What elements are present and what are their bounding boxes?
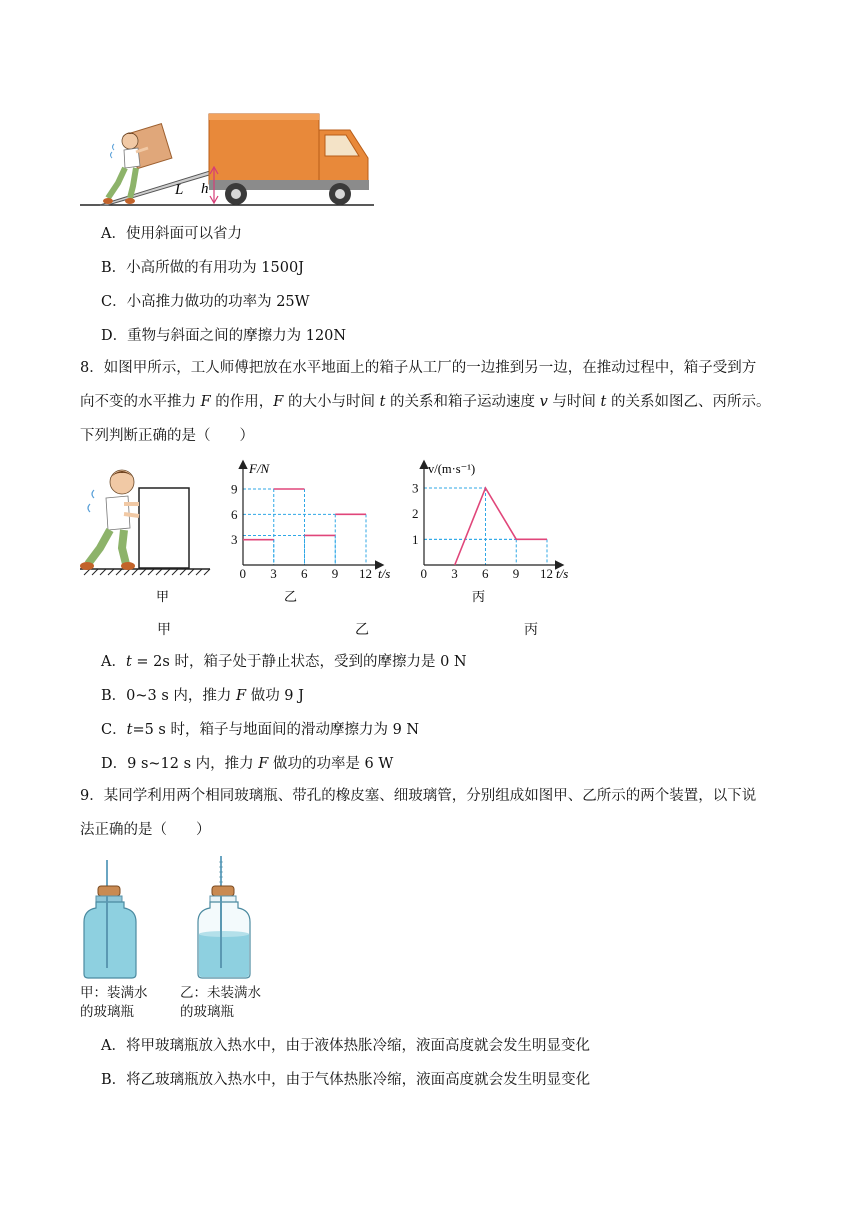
x-tick-label: 0 (239, 566, 246, 581)
y-tick-label: 2 (412, 506, 419, 522)
x-tick-label: 12 (359, 566, 372, 581)
q8-option-a: A．t = 2s 时，箱子处于静止状态，受到的摩擦力是 0 N (101, 654, 467, 670)
pic-caption-jia: 甲 (156, 590, 170, 605)
q7-option-c: C．小高推力做功的功率为 25W (101, 294, 310, 310)
svg-text:F/N (248, 461, 271, 476)
y-tick-label: 9 (231, 481, 238, 497)
x-tick-label: 0 (420, 566, 427, 581)
q7-option-d: D．重物与斜面之间的摩擦力为 120N (101, 328, 347, 344)
x-tick-label: 6 (482, 566, 489, 581)
bottle1-caption: 甲：装满水的玻璃瓶 (80, 985, 148, 1020)
q8-stem-line1: 8．如图甲所示，工人师傅把放在水平地面上的箱子从工厂的一边推到另一边，在推动过程中，箱子受到方 (80, 360, 757, 376)
q8-stem-line3: 下列判断正确的是（ ） (80, 428, 254, 444)
x-tick-label: 12 (540, 566, 553, 581)
y-tick-label: 6 (231, 506, 238, 522)
bottle-partial-water (194, 856, 254, 982)
q7-option-b: B．小高所做的有用功为 1500J (101, 260, 304, 276)
f-graph-caption: 乙 (284, 590, 298, 605)
y-tick-label: 3 (231, 532, 238, 548)
label-L: L (175, 182, 184, 198)
worker-pushing-box-figure (78, 460, 214, 610)
q9-option-a: A．将甲玻璃瓶放入热水中，由于液体热胀冷缩，液面高度就会发生明显变化 (101, 1038, 590, 1054)
x-tick-label: 9 (331, 566, 339, 581)
q9-stem-line2: 法正确的是（ ） (80, 822, 211, 838)
q8-option-b: B．0~3 s 内，推力 F 做功 9 J (101, 688, 304, 704)
label-h: h (201, 181, 209, 197)
y-tick-label: 3 (412, 480, 419, 496)
y-tick-label: 1 (412, 531, 419, 547)
caption-bing: 丙 (524, 622, 538, 638)
velocity-line (455, 488, 547, 565)
truck-ramp-figure (78, 108, 378, 212)
caption-yi: 乙 (355, 622, 369, 638)
f-graph-ylabel: F/N (249, 461, 270, 476)
x-tick-label: 6 (301, 566, 308, 581)
x-tick-label: 9 (512, 566, 520, 581)
x-tick-label: 3 (451, 566, 458, 581)
q8-option-c: C．t=5 s 时，箱子与地面间的滑动摩擦力为 9 N (101, 722, 420, 738)
force-time-graph (222, 458, 402, 608)
q8-option-d: D．9 s~12 s 内，推力 F 做功的功率是 6 W (101, 756, 394, 772)
bottle-full-water (80, 856, 140, 982)
x-tick-label: 3 (270, 566, 277, 581)
v-graph-xlabel: t/s (556, 566, 569, 581)
q7-option-a: A．使用斜面可以省力 (101, 226, 242, 242)
velocity-time-graph (410, 458, 580, 608)
q9-stem-line1: 9．某同学利用两个相同玻璃瓶、带孔的橡皮塞、细玻璃管，分别组成如图甲、乙所示的两个装置，以下说 (80, 788, 757, 804)
v-graph-ylabel: v/(m·s⁻¹) (428, 462, 476, 476)
v-graph-caption: 丙 (472, 590, 486, 605)
q9-option-b: B．将乙玻璃瓶放入热水中，由于气体热胀冷缩，液面高度就会发生明显变化 (101, 1072, 591, 1088)
caption-jia: 甲 (157, 622, 171, 638)
bottle2-caption: 乙：未装满水的玻璃瓶 (180, 985, 261, 1020)
f-graph-xlabel: t/s (378, 566, 391, 581)
q8-stem-line2: 向不变的水平推力 F 的作用，F 的大小与时间 t 的关系和箱子运动速度 v 与时间 t 的关系如图乙、丙所示。 (80, 394, 771, 410)
